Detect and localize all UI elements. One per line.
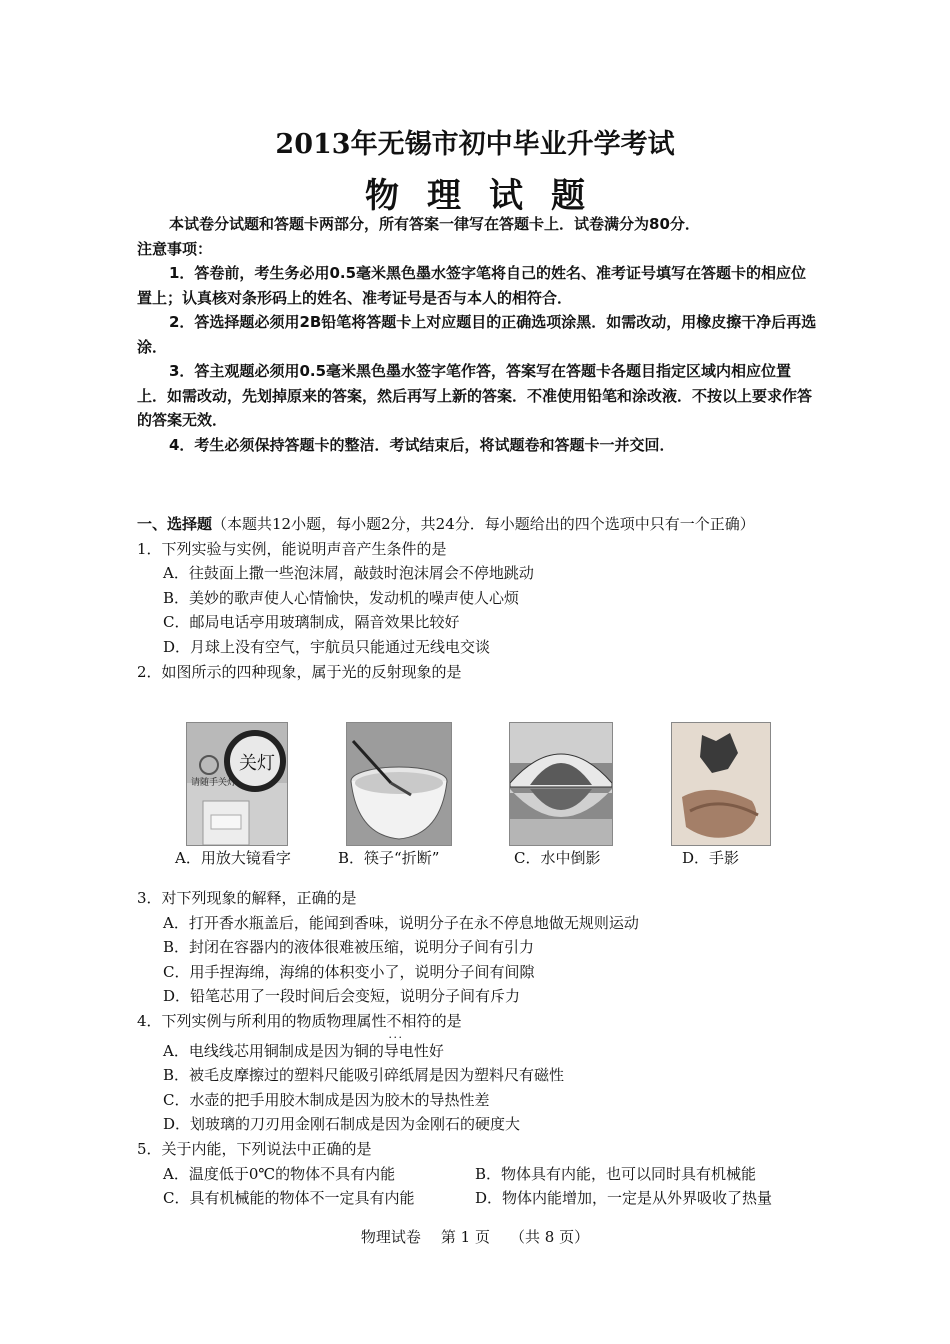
- q3-option-a: A．打开香水瓶盖后，能闻到香味，说明分子在永不停息地做无规则运动: [163, 913, 639, 932]
- q1-option-c: C．邮局电话亭用玻璃制成，隔音效果比较好: [163, 613, 460, 632]
- notes-heading: 注意事项：: [137, 239, 213, 258]
- note-4: 4．考生必须保持答题卡的整洁．考试结束后，将试题卷和答题卡一并交回．: [169, 435, 675, 454]
- section-desc: （本题共12小题，每小题2分，共24分．每小题给出的四个选项中只有一个正确）: [212, 515, 755, 533]
- q3-option-b: B．封闭在容器内的液体很难被压缩，说明分子间有引力: [163, 938, 535, 957]
- instructions: [137, 212, 817, 457]
- q5-option-d: D．物体内能增加，一定是从外界吸收了热量: [475, 1189, 773, 1208]
- exam-subtitle: 物理试题: [365, 176, 613, 216]
- q4-option-c: C．水壶的把手用胶木制成是因为胶木的导热性差: [163, 1090, 490, 1109]
- section-header: [137, 512, 827, 537]
- section-title: 一、选择题: [137, 515, 213, 533]
- footer-page: 第 1 页: [440, 1228, 490, 1246]
- caption-d: D．手影: [682, 849, 740, 867]
- picture-bridge-reflection: [509, 722, 613, 846]
- note-2: 2．答选择题必须用2B铅笔将答题卡上对应题目的正确选项涂黑．如需改动，用橡皮擦干净后再选涂．: [137, 313, 817, 356]
- q1-option-d: D．月球上没有空气，宇航员只能通过无线电交谈: [163, 637, 491, 656]
- intro-text: 本试卷分试题和答题卡两部分，所有答案一律写在答题卡上．试卷满分为80分．: [169, 215, 700, 233]
- q3-stem: 3．对下列现象的解释，正确的是: [137, 889, 357, 907]
- question-block-1: [137, 512, 827, 684]
- q5-option-b: B．物体具有内能，也可以同时具有机械能: [475, 1164, 757, 1183]
- q4-option-b: B．被毛皮摩擦过的塑料尺能吸引碎纸屑是因为塑料尺有磁性: [163, 1066, 565, 1085]
- q4-stem-b: 的是: [431, 1011, 462, 1030]
- page-footer: [0, 1226, 950, 1247]
- caption-c: C．水中倒影: [514, 849, 601, 867]
- q3-option-d: D．铅笔芯用了一段时间后会变短，说明分子间有斥力: [163, 987, 521, 1006]
- q1-option-a: A．往鼓面上撒一些泡沫屑，敲鼓时泡沫屑会不停地跳动: [163, 564, 534, 583]
- caption-a: A．用放大镜看字: [175, 849, 291, 867]
- exam-title: 2013年无锡市初中毕业升学考试: [275, 129, 675, 160]
- q5-option-c: C．具有机械能的物体不一定具有内能: [163, 1189, 415, 1208]
- caption-b: B．筷子“折断”: [338, 849, 440, 867]
- q1-stem: 1．下列实验与实例，能说明声音产生条件的是: [137, 539, 447, 558]
- q5-option-a: A．温度低于0℃的物体不具有内能: [163, 1164, 396, 1183]
- footer-total: （共 8 页）: [510, 1228, 590, 1246]
- q4-option-a: A．电线线芯用铜制成是因为铜的导电性好: [163, 1041, 444, 1060]
- q2-stem: 2．如图所示的四种现象，属于光的反射现象的是: [137, 662, 462, 681]
- picture-hand-shadow: [671, 722, 771, 846]
- q1-option-b: B．美妙的歌声使人心情愉快，发动机的噪声使人心烦: [163, 588, 520, 607]
- sign-large-text: 关灯: [239, 753, 275, 774]
- q5-row-1: [137, 1162, 827, 1187]
- sign-small-text: 请随手关灯: [191, 778, 237, 788]
- q3-option-c: C．用手捏海绵，海绵的体积变小了，说明分子间有间隙: [163, 962, 535, 981]
- q4-stem-emphasis: 不相符 · · ·: [387, 1012, 432, 1030]
- q4-stem-a: 4．下列实例与所利用的物质物理属性: [137, 1011, 387, 1030]
- q5-row-2: [137, 1186, 827, 1211]
- question-block-2: [137, 886, 827, 1211]
- q5-stem: 5．关于内能，下列说法中正确的是: [137, 1139, 372, 1158]
- footer-name: 物理试卷: [360, 1228, 421, 1246]
- note-3: 3．答主观题必须用0.5毫米黑色墨水签字笔作答，答案写在答题卡各题目指定区域内相应位置上．如需改动，先划掉原来的答案，然后再写上新的答案．不准使用铅笔和涂改液．不按以上要求作答的答案无效．: [137, 362, 813, 429]
- note-1: 1．答卷前，考生务必用0.5毫米黑色墨水签字笔将自己的姓名、准考证号填写在答题卡的相应位置上；认真核对条形码上的姓名、准考证号是否与本人的相符合．: [137, 264, 807, 307]
- q4-option-d: D．划玻璃的刀刃用金刚石制成是因为金刚石的硬度大: [163, 1115, 521, 1134]
- picture-chopstick-bowl: [346, 722, 452, 846]
- q4-stem: [137, 1009, 827, 1034]
- picture-magnifier: [186, 722, 288, 846]
